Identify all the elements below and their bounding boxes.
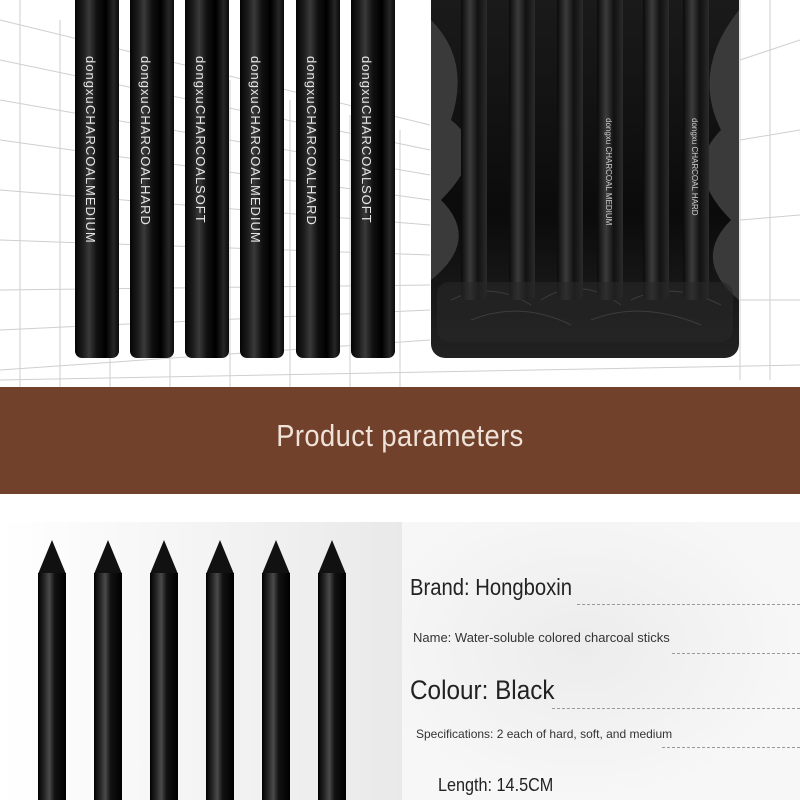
divider xyxy=(672,653,800,654)
charcoal-stick xyxy=(94,540,122,800)
charcoal-pencil xyxy=(130,0,174,358)
charcoal-stick xyxy=(318,540,346,800)
charcoal-pencil xyxy=(185,0,229,358)
pencil-label: dongxuCHARCOALMEDIUM xyxy=(83,56,98,244)
banner-title: Product parameters xyxy=(276,418,524,453)
product-photo-section xyxy=(0,0,800,387)
param-brand: Brand: Hongboxin xyxy=(410,574,573,600)
package-stick xyxy=(461,0,487,300)
divider xyxy=(662,747,800,748)
charcoal-stick xyxy=(38,540,66,800)
charcoal-pencil xyxy=(351,0,395,358)
pencil-label: dongxuCHARCOALHARD xyxy=(138,56,153,226)
section-banner xyxy=(0,387,800,494)
charcoal-pencil xyxy=(75,0,119,358)
param-colour: Colour: Black xyxy=(410,675,555,705)
package-stick xyxy=(597,0,623,300)
divider xyxy=(552,708,800,709)
package-stick-label: dongxu CHARCOAL MEDIUM xyxy=(604,118,613,226)
charcoal-stick xyxy=(206,540,234,800)
package-stick-label: dongxu CHARCOAL HARD xyxy=(690,118,699,216)
package-stick xyxy=(509,0,535,300)
param-length: Length: 14.5CM xyxy=(438,775,554,795)
pencil-label: dongxuCHARCOALSOFT xyxy=(193,56,208,224)
pencil-label: dongxuCHARCOALHARD xyxy=(304,56,319,226)
pencil-label: dongxuCHARCOALSOFT xyxy=(359,56,374,224)
charcoal-pencil xyxy=(296,0,340,358)
charcoal-pencil xyxy=(240,0,284,358)
charcoal-sticks-photo xyxy=(0,522,402,800)
charcoal-stick xyxy=(262,540,290,800)
param-specifications: Specifications: 2 each of hard, soft, and medium xyxy=(416,727,673,741)
package-tray xyxy=(437,282,733,342)
package-stick xyxy=(683,0,709,300)
charcoal-stick xyxy=(150,540,178,800)
pencil-label: dongxuCHARCOALMEDIUM xyxy=(248,56,263,244)
package-stick xyxy=(557,0,583,300)
blister-package xyxy=(431,0,739,358)
divider xyxy=(577,604,800,605)
package-stick xyxy=(643,0,669,300)
parameters-panel xyxy=(402,522,800,800)
param-name: Name: Water-soluble colored charcoal sticks xyxy=(413,630,670,645)
spacer xyxy=(0,494,800,522)
